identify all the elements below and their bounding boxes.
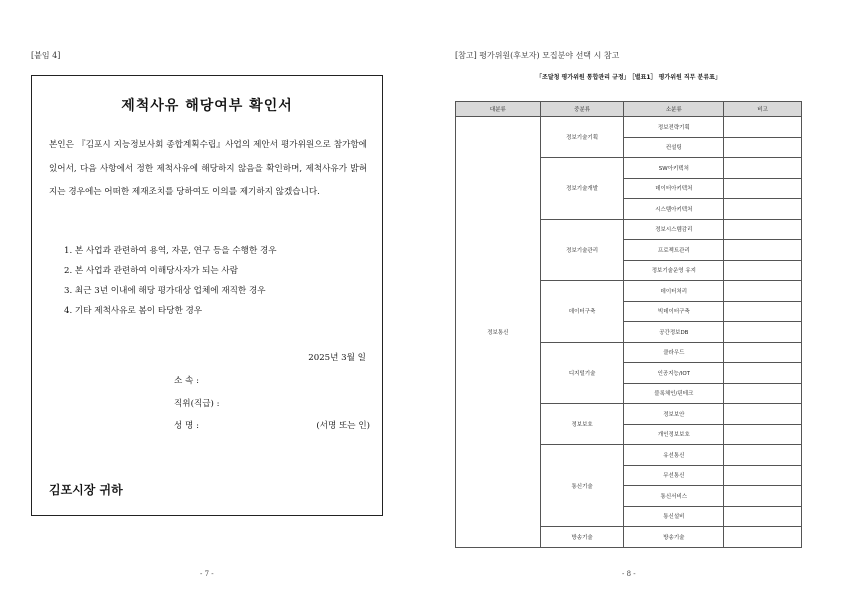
table-title: ｢조달청 평가위원 통합관리 규정｣ ［별표1］ 평가위원 직무 분류표｣ (539, 74, 718, 81)
remarks-cell (724, 342, 802, 363)
table-header-row (456, 102, 802, 117)
header-minor: 소분류 (624, 102, 724, 117)
remarks-cell (724, 424, 802, 445)
remarks-cell (724, 301, 802, 322)
remarks-cell (724, 240, 802, 261)
form-title: 제척사유 해당여부 확인서 (121, 98, 293, 114)
minor-category-cell: 유선통신 (624, 445, 724, 466)
middle-category-cell: 정보기술개발 (540, 158, 624, 220)
minor-category-cell: 빅데이터구축 (624, 301, 724, 322)
job-classification-table (455, 101, 802, 548)
remarks-cell (724, 158, 802, 179)
remarks-cell (724, 486, 802, 507)
minor-category-cell: 개인정보보호 (624, 424, 724, 445)
middle-category-cell: 통신기술 (540, 445, 624, 527)
minor-category-cell: 방송기술 (624, 527, 724, 548)
list-item: 2. 본 사업과 관련하여 이해당사자가 되는 사람 (64, 266, 239, 276)
page-number-left: - 7 - (200, 570, 214, 578)
header-major: 대분류 (456, 102, 541, 117)
minor-category-cell: 공간정보DB (624, 322, 724, 343)
remarks-cell (724, 465, 802, 486)
minor-category-cell: 정보전략기획 (624, 117, 724, 138)
list-item: 4. 기타 제척사유로 봄이 타당한 경우 (64, 306, 203, 316)
minor-category-cell: 클라우드 (624, 342, 724, 363)
middle-category-cell: 디지털기술 (540, 342, 624, 404)
affiliation-label: 소 속 : (174, 376, 199, 386)
minor-category-cell: 통신설비 (624, 506, 724, 527)
form-body: 본인은 『김포시 지능정보사회 종합계획수립』사업의 제안서 평가위원으로 참가함에 있어서, 다음 사항에서 정한 제척사유에 해당하지 않음을 확인하며, 제척사유가 밝혀지는 경우에는 어떠한 제재조치를 당하여도 이의를 제기하지 않겠습니다. (49, 140, 367, 197)
name-label: 성 명 : (174, 421, 199, 431)
attachment-label: [붙임 4] (31, 51, 61, 60)
exclusion-list (64, 241, 277, 321)
remarks-cell (724, 199, 802, 220)
remarks-cell (724, 363, 802, 384)
minor-category-cell: 데이터처리 (624, 281, 724, 302)
minor-category-cell: 인공지능/IOT (624, 363, 724, 384)
minor-category-cell: 정보시스템감리 (624, 219, 724, 240)
list-item: 3. 최근 3년 이내에 해당 평가대상 업체에 재직한 경우 (64, 286, 266, 296)
minor-category-cell: 프로젝트관리 (624, 240, 724, 261)
table-row (456, 117, 802, 138)
remarks-cell (724, 527, 802, 548)
remarks-cell (724, 445, 802, 466)
signature-note: (서명 또는 인) (316, 421, 370, 431)
addressee: 김포시장 귀하 (49, 483, 123, 497)
remarks-cell (724, 281, 802, 302)
reference-label: [참고] 평가위원(후보자) 모집분야 선택 시 참고 (455, 51, 620, 60)
header-remarks: 비고 (724, 102, 802, 117)
minor-category-cell: 블록체인/핀테크 (624, 383, 724, 404)
form-date: 2025년 3월 일 (308, 353, 366, 363)
minor-category-cell: 시스템아키텍처 (624, 199, 724, 220)
minor-category-cell: 정보기술운영 유지 (624, 260, 724, 281)
position-label: 직위(직급) : (174, 399, 220, 409)
minor-category-cell: 정보보안 (624, 404, 724, 425)
page-number-right: - 8 - (622, 570, 636, 578)
remarks-cell (724, 383, 802, 404)
major-category-cell: 정보통신 (456, 117, 541, 548)
minor-category-cell: 컨설팅 (624, 137, 724, 158)
minor-category-cell: 무선통신 (624, 465, 724, 486)
remarks-cell (724, 260, 802, 281)
header-middle: 중분류 (540, 102, 624, 117)
remarks-cell (724, 322, 802, 343)
confirmation-form (31, 75, 383, 516)
middle-category-cell: 정보보호 (540, 404, 624, 445)
remarks-cell (724, 178, 802, 199)
middle-category-cell: 데이터구축 (540, 281, 624, 343)
minor-category-cell: 데이터아키텍처 (624, 178, 724, 199)
remarks-cell (724, 506, 802, 527)
remarks-cell (724, 137, 802, 158)
minor-category-cell: 통신서비스 (624, 486, 724, 507)
remarks-cell (724, 117, 802, 138)
remarks-cell (724, 219, 802, 240)
middle-category-cell: 방송기술 (540, 527, 624, 548)
list-item: 1. 본 사업과 관련하여 용역, 자문, 연구 등을 수행한 경우 (64, 246, 277, 256)
minor-category-cell: SW아키텍처 (624, 158, 724, 179)
middle-category-cell: 정보기술기획 (540, 117, 624, 158)
remarks-cell (724, 404, 802, 425)
middle-category-cell: 정보기술관리 (540, 219, 624, 281)
